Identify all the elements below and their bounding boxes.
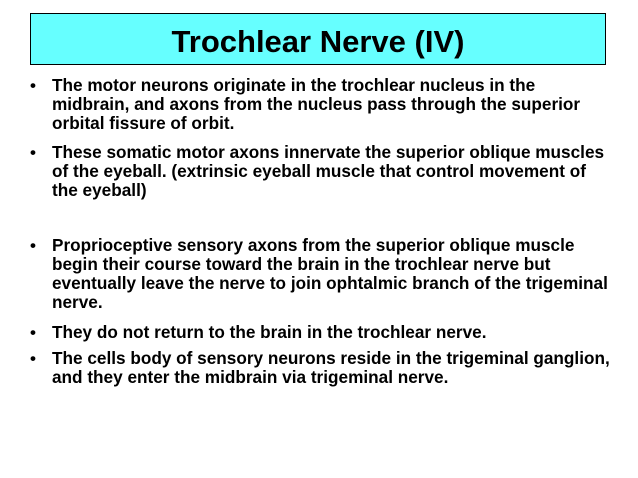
bullet-marker: • <box>30 76 36 95</box>
bullet-marker: • <box>30 143 36 162</box>
bullet-item <box>30 323 610 342</box>
bullet-item <box>30 236 610 312</box>
bullet-text: The cells body of sensory neurons reside in the trigeminal ganglion, and they enter the midbrain via trigeminal nerve. <box>52 348 610 387</box>
bullet-text: These somatic motor axons innervate the superior oblique muscles of the eyeball. (extrinsic eyeball muscle that control movement of the eyeball) <box>52 142 605 200</box>
bullet-marker: • <box>30 236 36 255</box>
bullet-item <box>30 349 610 387</box>
slide-title: Trochlear Nerve (IV) <box>171 23 465 59</box>
bullet-text: The motor neurons originate in the trochlear nucleus in the midbrain, and axons from the nucleus pass through the superior orbital fissure of orbit. <box>52 75 581 133</box>
bullet-text: Proprioceptive sensory axons from the superior oblique muscle begin their course toward the brain in the trochlear nerve but eventually leave the nerve to join ophtalmic branch of the trigeminal nerve. <box>52 235 608 312</box>
bullet-marker: • <box>30 349 36 368</box>
bullet-item <box>30 76 610 133</box>
bullet-item <box>30 143 610 200</box>
bullet-marker: • <box>30 323 36 342</box>
bullet-text: They do not return to the brain in the trochlear nerve. <box>52 322 487 342</box>
